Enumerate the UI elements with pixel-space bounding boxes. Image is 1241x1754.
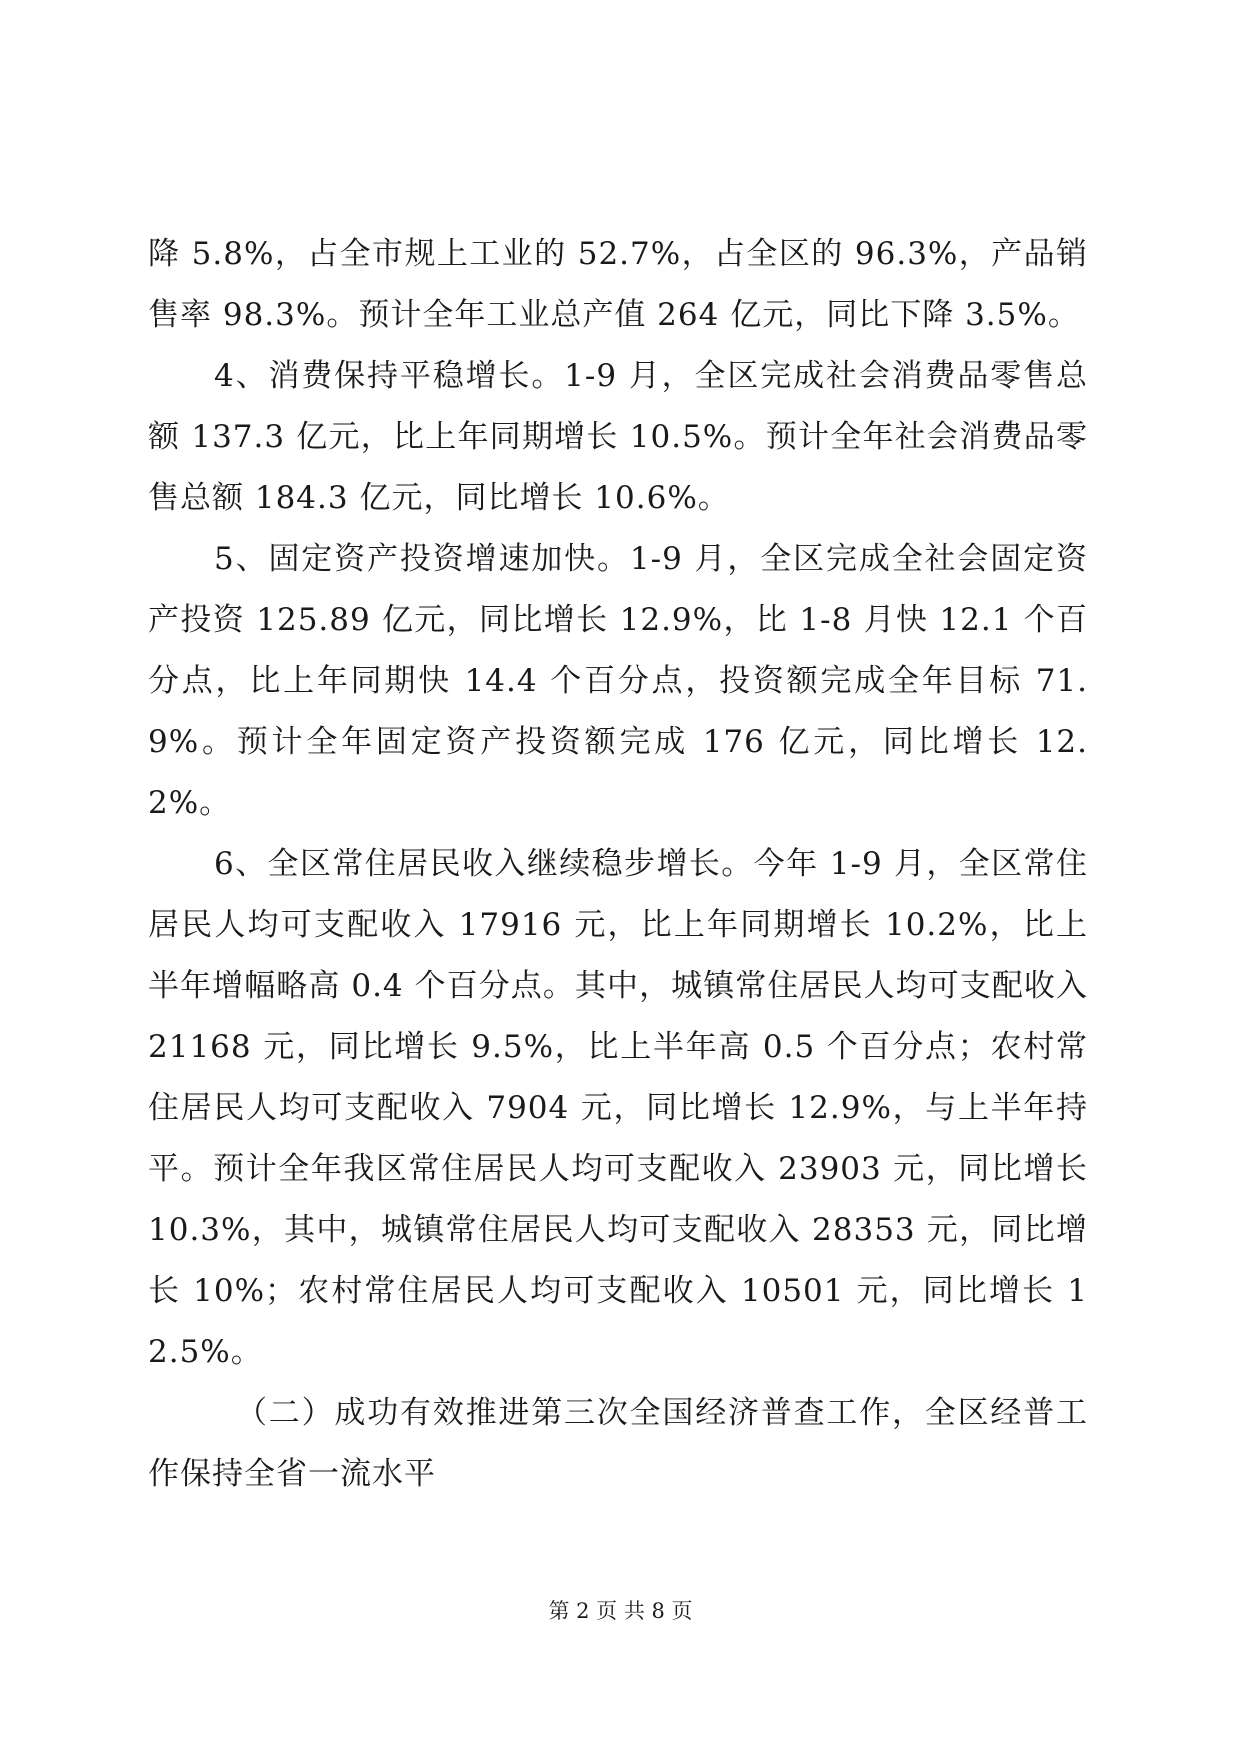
paragraph-resident-income: 6、全区常住居民收入继续稳步增长。今年 1-9 月，全区常住居民人均可支配收入 17916 元，比上年同期增长 10.2%，比上半年增幅略高 0.4 个百分点。其中，城镇常住居民人均可支配收入 21168 元，同比增长 9.5%，比上半年高 0.5 个百分点；农村常住居民人均可支配收入 7904 元，同比增长 12.9%，与上半年持平。预计全年我区常住居民人均可支配收入 23903 元，同比增长 10.3%，其中，城镇常住居民人均可支配收入 28353 元，同比增长 10%；农村常住居民人均可支配收入 10501 元，同比增长 12.5%。	[148, 846, 1088, 1370]
paragraph-consumption: 4、消费保持平稳增长。1-9 月，全区完成社会消费品零售总额 137.3 亿元，比上年同期增长 10.5%。预计全年社会消费品零售总额 184.3 亿元，同比增长 10.6%。	[148, 358, 1088, 516]
section-heading-economic-census: （二）成功有效推进第三次全国经济普查工作，全区经普工作保持全省一流水平	[148, 1395, 1088, 1492]
document-body	[148, 224, 1088, 1505]
paragraph-fixed-asset-investment: 5、固定资产投资增速加快。1-9 月，全区完成全社会固定资产投资 125.89 亿元，同比增长 12.9%，比 1-8 月快 12.1 个百分点，比上年同期快 14.4 个百分点，投资额完成全年目标 71.9%。预计全年固定资产投资额完成 176 亿元，同比增长 12.2%。	[148, 541, 1088, 821]
paragraph-industry-continued: 降 5.8%，占全市规上工业的 52.7%，占全区的 96.3%，产品销售率 98.3%。预计全年工业总产值 264 亿元，同比下降 3.5%。	[148, 236, 1088, 333]
page-number-footer: 第 2 页 共 8 页	[548, 1599, 693, 1623]
